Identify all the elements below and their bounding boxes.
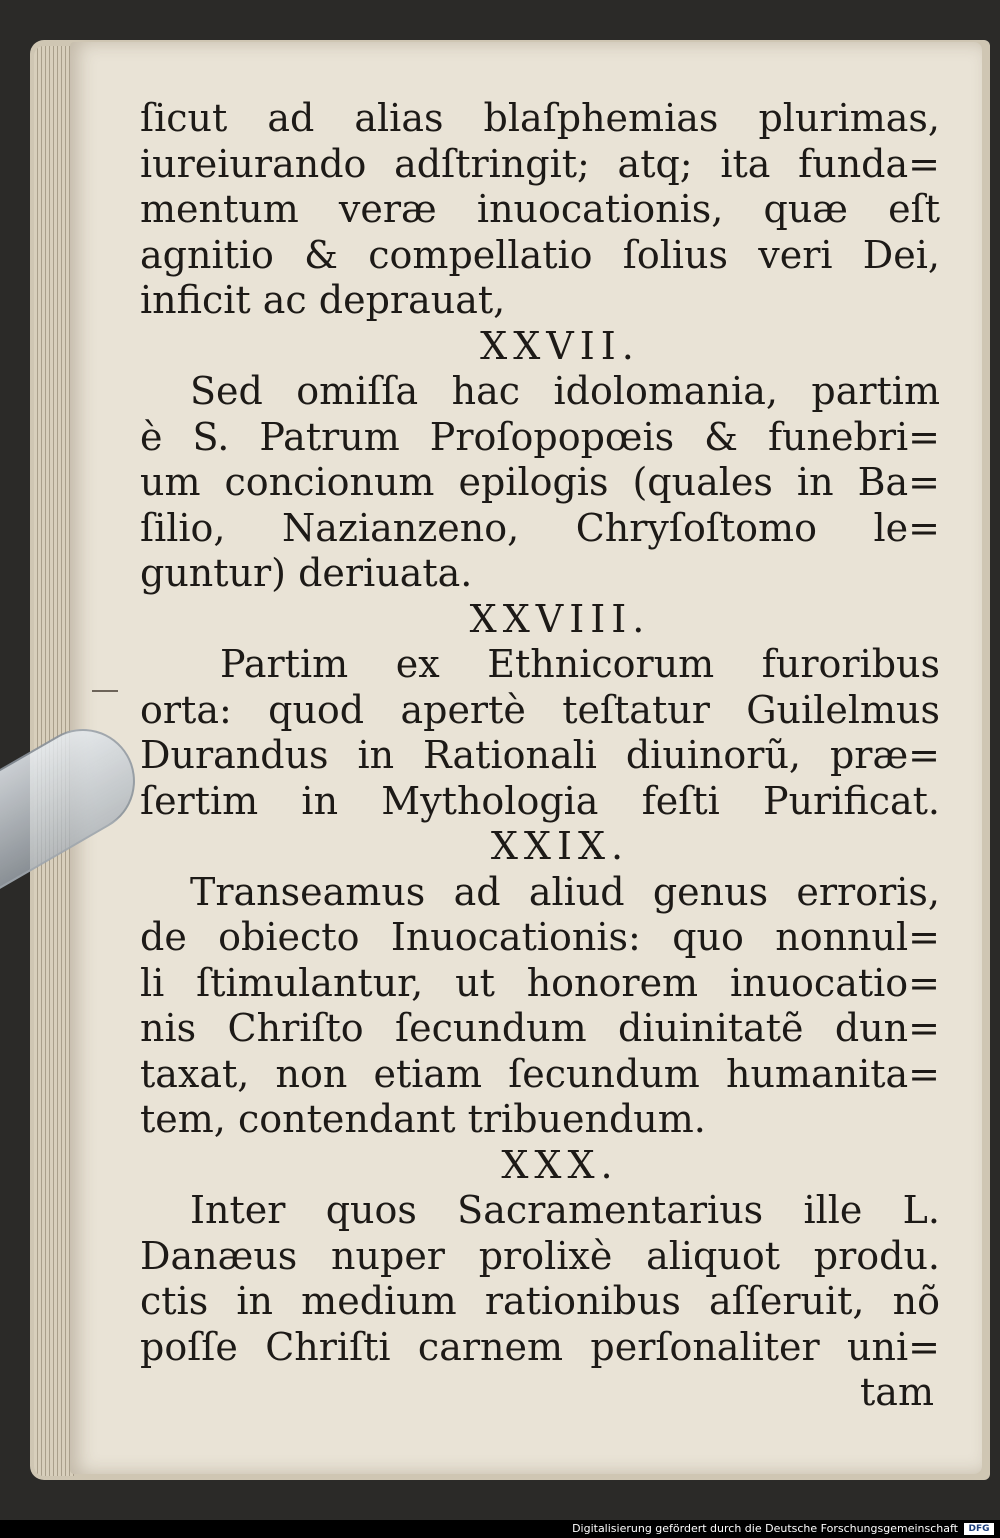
text-line: agnitio & compellatio ſolius veri Dei, [140,232,940,277]
text-line: ſicut ad alias blaſphemias plurimas, [140,96,940,140]
text-line: mentum veræ inuocationis, quæ eſt [140,187,940,231]
text-line: li ſtimulantur, ut honorem inuocatio= [140,960,940,1005]
digitization-footer [0,1520,1000,1538]
text-line: ſertim in Mythologia feſti Purificat. [140,778,940,823]
section-number: XXVII. [480,323,640,368]
section-number: XXIX. [490,824,630,868]
text-line: Sed omiſſa hac idolomania, partim [190,369,940,413]
text-line: taxat, non etiam ſecundum humanita= [140,1051,940,1096]
text-line: inficit ac deprauat, [140,278,506,322]
dfg-logo: DFG [964,1523,994,1535]
text-line: orta: quod apertè teſtatur Guilelmus [140,687,940,732]
text-line: tem, contendant tribuendum. [140,1097,706,1141]
catchword: tam [860,1370,934,1414]
text-line: Inter quos Sacramentarius ille L. [190,1188,940,1232]
text-line: Durandus in Rationali diuinorũ, præ= [140,733,940,777]
text-line: um concionum epilogis (quales in Ba= [140,460,940,504]
text-line: de obiecto Inuocationis: quo nonnul= [140,915,940,959]
text-line: iureiurando adſtringit; atq; ita funda= [140,141,940,186]
text-line: Danæus nuper prolixè aliquot produ. [140,1233,940,1278]
section-number: XXVIII. [469,596,651,641]
page-text [140,96,940,1416]
text-line: guntur) deriuata. [140,551,473,595]
text-line: nis Chriſto ſecundum diuinitatẽ dun= [140,1006,940,1050]
text-line: poſſe Chriſti carnem perſonaliter uni= [140,1324,940,1369]
section-number: XXX. [501,1142,619,1187]
margin-mark [92,690,118,692]
text-line: ctis in medium rationibus aſſeruit, nõ [140,1279,940,1323]
digitization-credit: Digitalisierung gefördert durch die Deutsche Forschungsgemeinschaft [572,1522,958,1535]
text-line: Transeamus ad aliud genus erroris, [190,869,940,914]
text-line: è S. Patrum Proſopopœis & funebri= [140,414,940,459]
text-line: ſilio, Nazianzeno, Chryſoſtomo le= [140,505,940,550]
text-line: Partim ex Ethnicorum furoribus [220,642,940,686]
